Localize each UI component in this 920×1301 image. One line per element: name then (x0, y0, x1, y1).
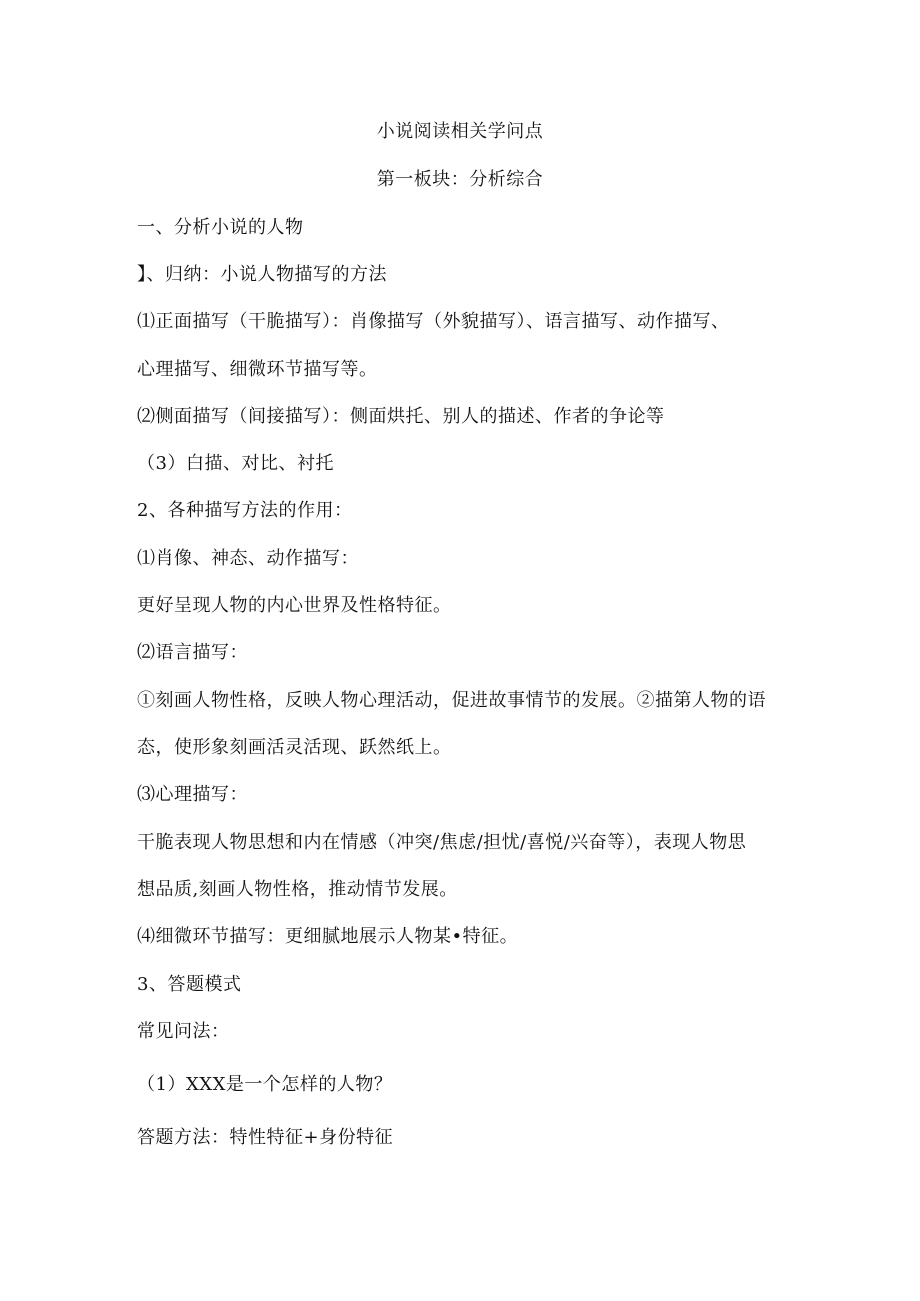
item-psychological-effect-cont: 想品质,刻画人物性格，推动情节发展。 (137, 879, 458, 900)
section-heading-characters: 一、分析小说的人物 (137, 217, 304, 238)
paragraph-indirect-description: ⑵侧面描写（间接描写）：侧面烘托、别人的描述、作者的争论等 (137, 406, 665, 427)
document-subtitle: 第一板块：分析综合 (376, 169, 544, 190)
paragraph-direct-description-cont: 心理描写、细微环节描写等。 (137, 359, 378, 380)
item-language-effect-cont: 态，使形象刻画活灵活现、跃然纸上。 (137, 737, 452, 758)
label-common-questions: 常见问法： (137, 1021, 230, 1042)
item-detail-description: ⑷细微环节描写：更细腻地展示人物某•特征。 (137, 926, 519, 947)
question-what-kind-of-person: （1）XXX是一个怎样的人物？ (137, 1074, 393, 1095)
item-language-effect: ①刻画人物性格，反映人物心理活动，促进故事情节的发展。②描第人物的语 (137, 690, 766, 711)
item-portrait-description: ⑴肖像、神态、动作描写： (137, 548, 359, 569)
answer-method: 答题方法：特性特征+身份特征 (137, 1127, 394, 1148)
subheading-effects: 2、各种描写方法的作用： (137, 500, 353, 521)
item-language-description: ⑵语言描写： (137, 642, 248, 663)
subheading-answer-pattern: 3、答题模式 (137, 974, 242, 995)
item-psychological-description: ⑶心理描写： (137, 784, 248, 805)
subheading-description-methods: 】、归纳：小说人物描写的方法 (137, 264, 387, 285)
paragraph-direct-description: ⑴正面描写（干脆描写）：肖像描写（外貌描写）、语言描写、动作描写、 (137, 311, 730, 332)
paragraph-sketch-contrast: （3）白描、对比、衬托 (137, 453, 334, 474)
document-title: 小说阅读相关学问点 (376, 121, 544, 142)
item-psychological-effect: 干脆表现人物思想和内在情感（冲突/焦虑/担忧/喜悦/兴奋等），表现人物思 (137, 832, 747, 853)
item-portrait-effect: 更好呈现人物的内心世界及性格特征。 (137, 595, 452, 616)
